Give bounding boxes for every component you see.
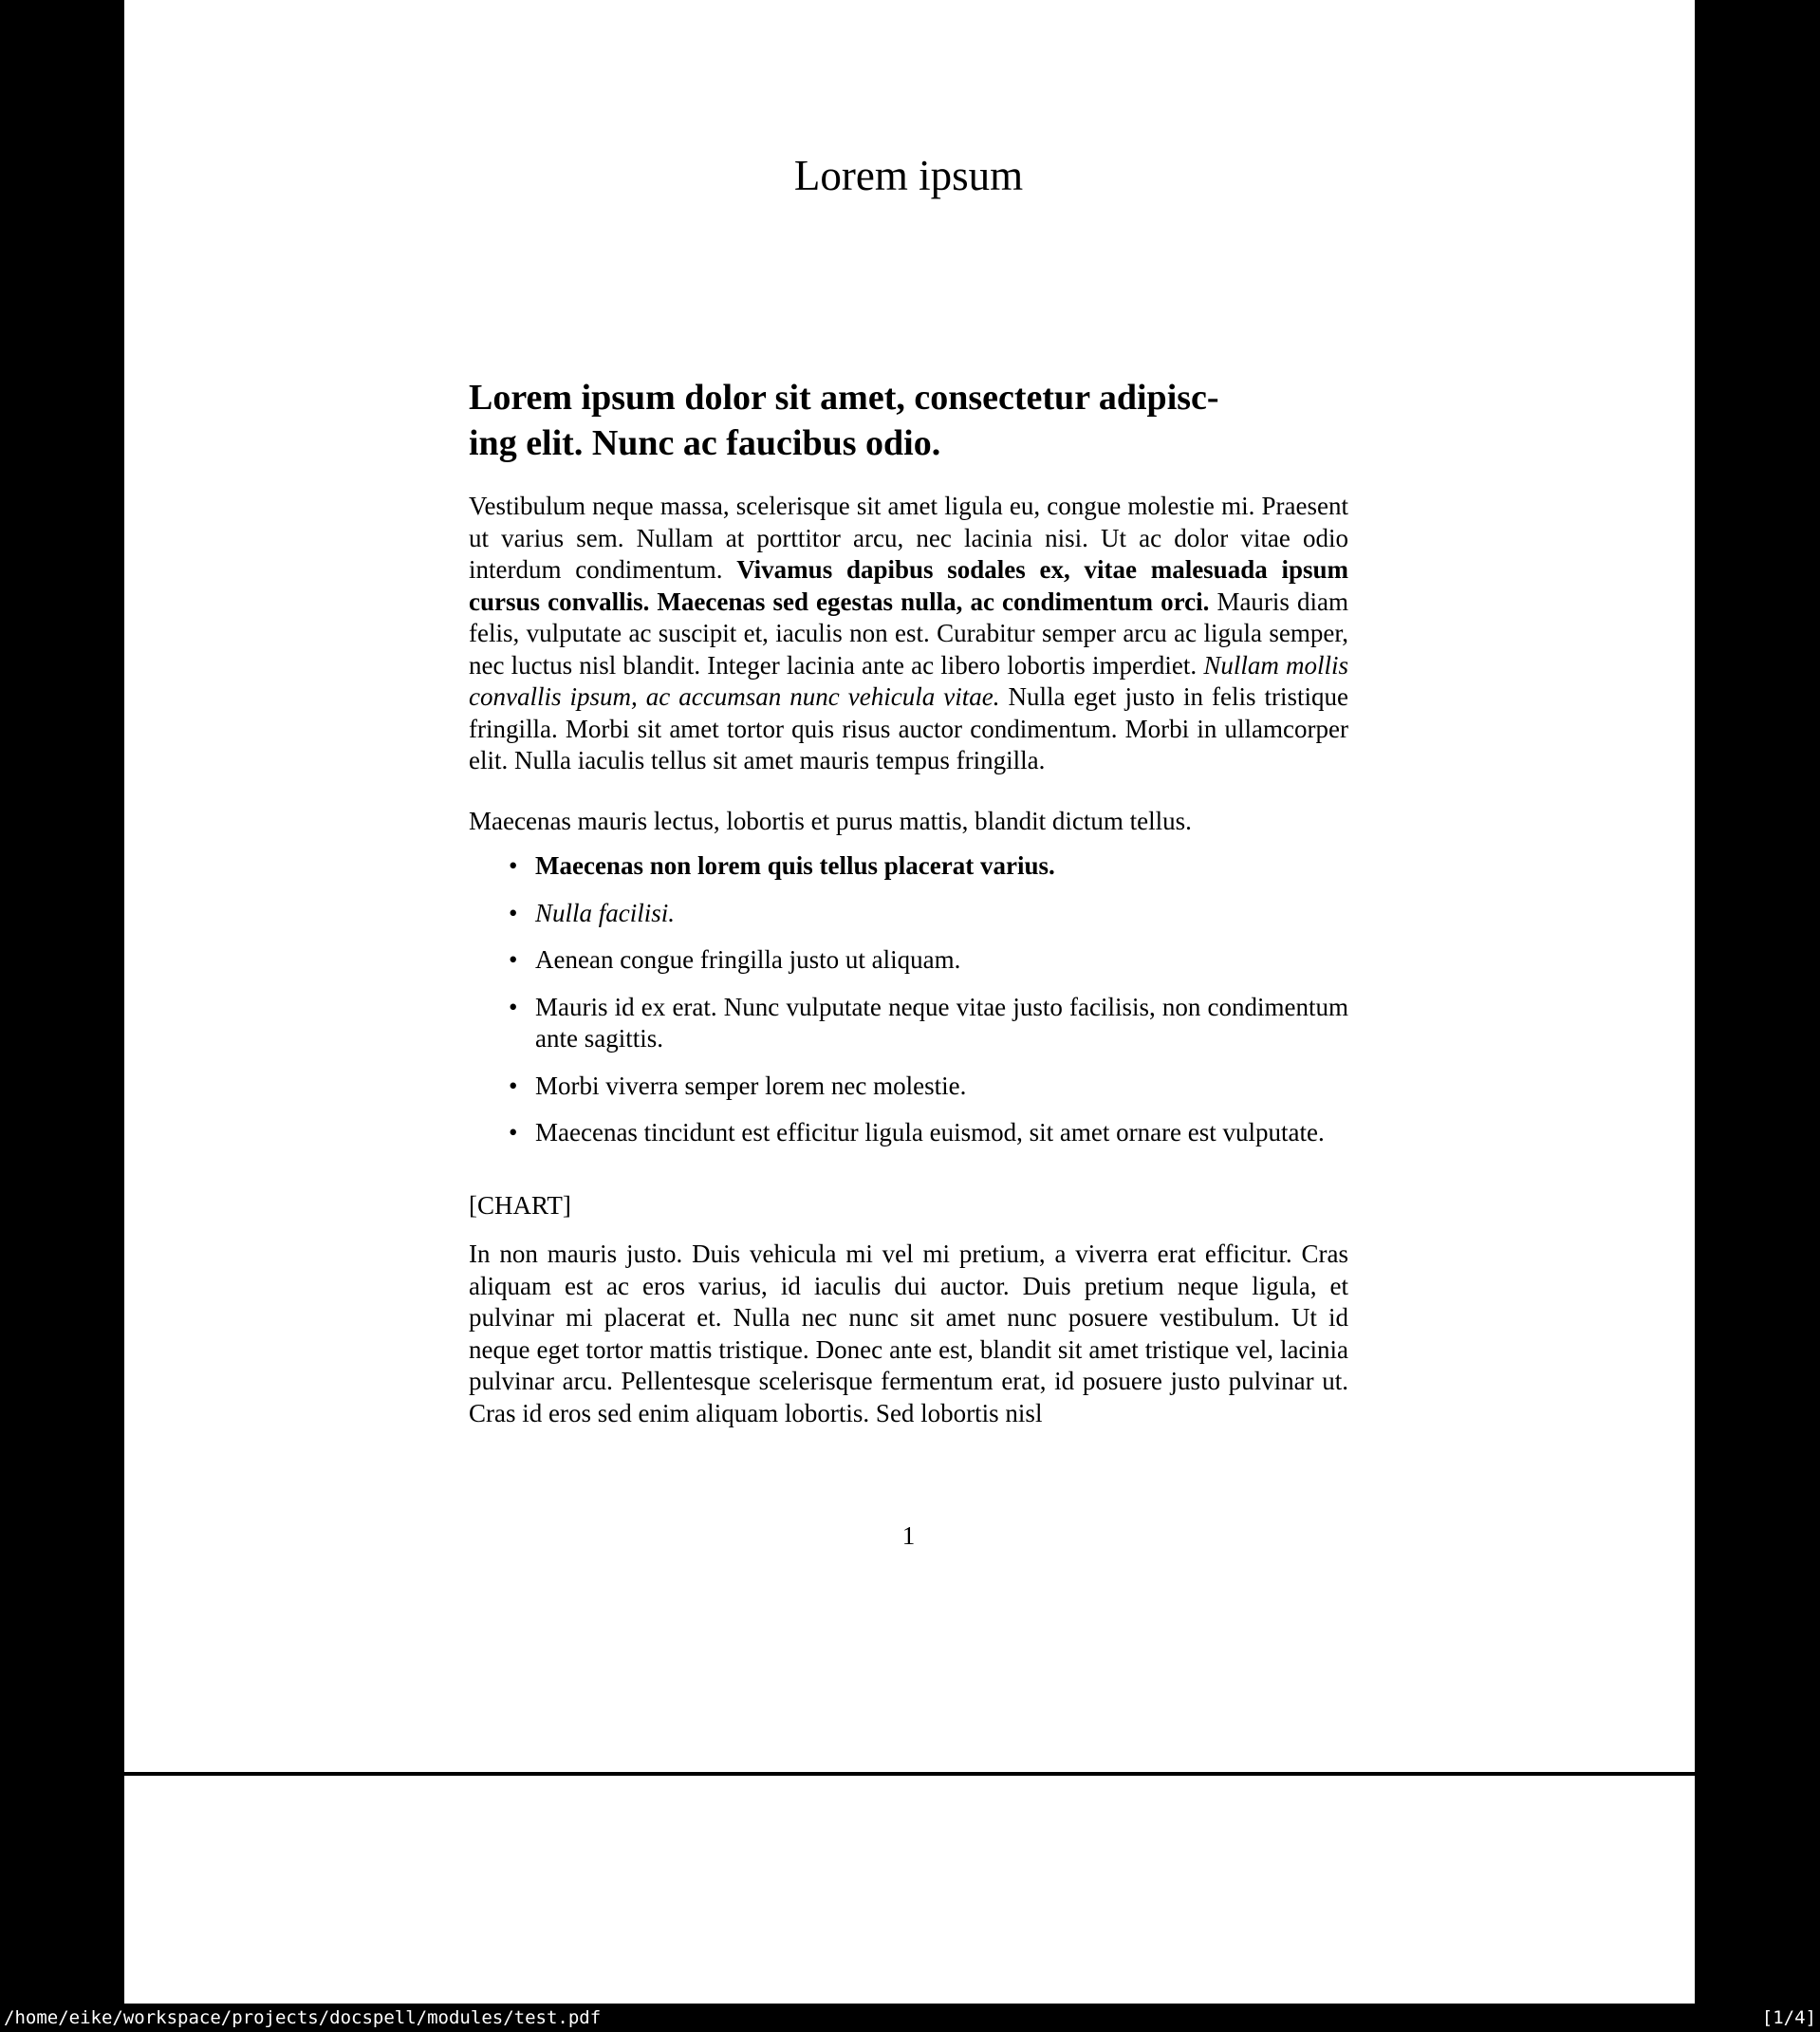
file-path: /home/eike/workspace/projects/docspell/modules/test.pdf	[4, 2007, 602, 2028]
bullet-icon: •	[509, 945, 518, 974]
list-item-text: Mauris id ex erat. Nunc vulputate neque vitae justo facilisis, non condimentum ante sagittis.	[535, 992, 1348, 1053]
list-item	[469, 1117, 1348, 1149]
bullet-icon: •	[509, 992, 518, 1021]
list-item-text: Aenean congue fringilla justo ut aliquam.	[535, 945, 961, 974]
paragraph-3: In non mauris justo. Duis vehicula mi vel mi pretium, a viverra erat efficitur. Cras aliquam est ac eros varius, id iaculis dui auctor. Duis pretium neque ligula, et pulvinar mi placerat et. Nulla nec nunc sit amet nunc posuere vestibulum. Ut id neque eget tortor mattis tristique. Donec ante est, blandit sit amet tristique vel, lacinia pulvinar arcu. Pellentesque scelerisque fermentum erat, id posuere justo pulvinar ut. Cras id eros sed enim aliquam lobortis. Sed lobortis nisl	[469, 1240, 1348, 1427]
bullet-icon: •	[509, 898, 518, 927]
paragraph-1-segment: Nulla eget justo in felis tristique fringilla. Morbi sit amet tortor quis risus auctor condimentum. Morbi in ullamcorper elit. Nulla iaculis tellus sit amet mauris tempus fringilla.	[469, 682, 1348, 774]
bullet-icon: •	[509, 1118, 518, 1146]
list-item	[469, 1071, 1348, 1103]
paragraph-2: Maecenas mauris lectus, lobortis et purus mattis, blandit dictum tellus.	[469, 807, 1192, 835]
section-heading-line-2: ing elit. Nunc ac faucibus odio.	[469, 423, 941, 463]
list-item	[469, 898, 1348, 930]
bullet-icon: •	[509, 851, 518, 880]
list-item	[469, 850, 1348, 883]
list-item	[469, 992, 1348, 1055]
paragraph-1-segment: Mauris diam felis, vulputate ac suscipit et, iaculis non est. Curabitur semper arcu ac ligula semper, nec luctus nisl blandit. Integer lacinia ante ac libero lobortis imperdiet.	[469, 587, 1348, 680]
list-item	[469, 944, 1348, 977]
paragraph-1-segment-italic: Nullam mollis convallis ipsum, ac accumsan nunc vehicula vitae.	[469, 650, 1348, 711]
page-1-content	[469, 0, 1348, 1772]
section-heading	[469, 375, 1348, 466]
paragraph-1-segment: Vestibulum neque massa, scelerisque sit amet ligula eu, congue molestie mi. Praesent ut varius sem. Nullam at porttitor arcu, nec lacinia nisi. Ut ac dolor vitae odio interdum condimentum.	[469, 492, 1348, 584]
list-item-text: Morbi viverra semper lorem nec molestie.	[535, 1071, 967, 1100]
list-item-text: Maecenas non lorem quis tellus placerat varius.	[535, 851, 1055, 880]
paragraph-1-segment-bold: Vivamus dapibus sodales ex, vitae malesuada ipsum cursus convallis. Maecenas sed egestas nulla, ac condimentum orci.	[469, 555, 1348, 616]
page-1[interactable]	[124, 0, 1695, 1772]
page-number: 1	[901, 1521, 916, 1550]
status-bar	[0, 2004, 1820, 2032]
list-item-text: Maecenas tincidunt est efficitur ligula euismod, sit amet ornare est vulputate.	[535, 1118, 1325, 1146]
bullet-icon: •	[509, 1071, 518, 1100]
bullet-list	[469, 850, 1348, 1165]
page-indicator: [1/4]	[1761, 2007, 1816, 2028]
chart-placeholder: [CHART]	[469, 1191, 571, 1220]
page-2[interactable]	[124, 1776, 1695, 2004]
paragraph-1	[469, 491, 1348, 777]
document-title: Lorem ipsum	[793, 152, 1024, 199]
list-item-text: Nulla facilisi.	[535, 898, 676, 927]
section-heading-line-1: Lorem ipsum dolor sit amet, consectetur adipisc-	[469, 378, 1219, 418]
